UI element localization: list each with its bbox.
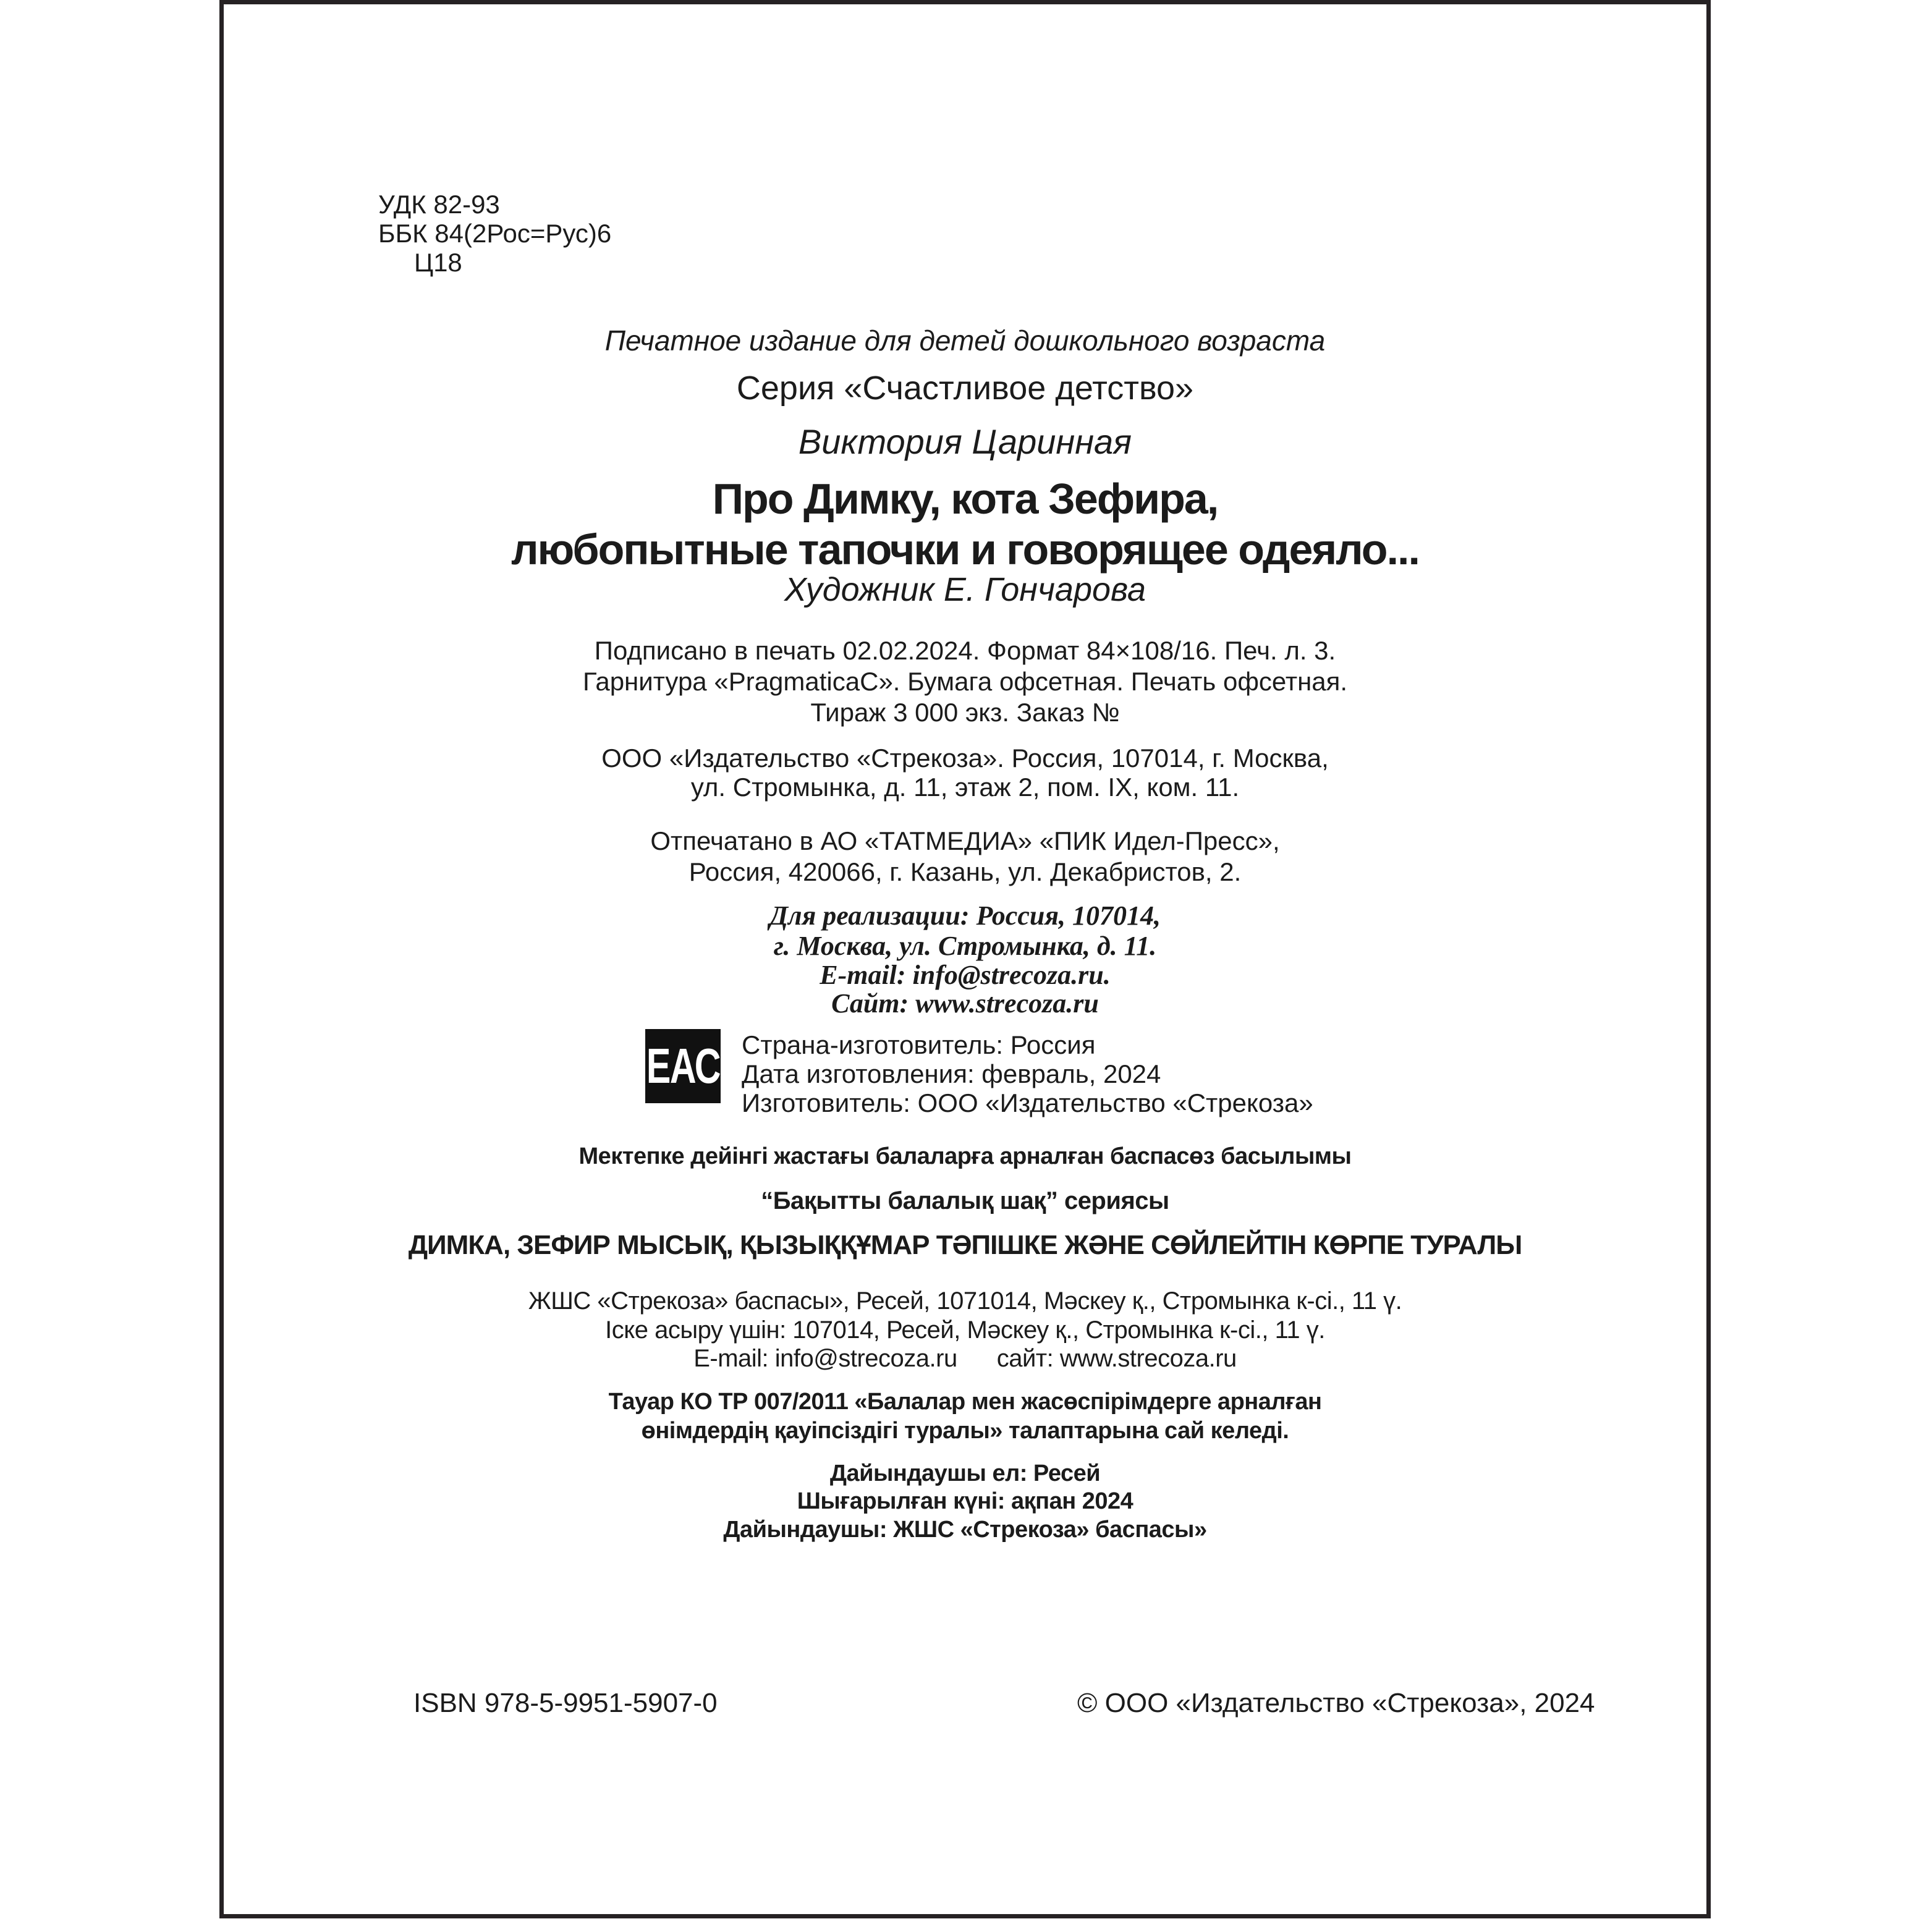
kz-contact-line xyxy=(224,1344,1706,1373)
distribution-email: E-mail: info@strecoza.ru. xyxy=(820,960,1111,990)
copyright-notice: © ООО «Издательство «Стрекоза», 2024 xyxy=(1077,1688,1595,1718)
eac-logo-letters: ЕАС xyxy=(646,1038,720,1093)
distribution-line1: Для реализации: Россия, 107014, xyxy=(769,900,1161,931)
print-info-line3: Тираж 3 000 экз. Заказ № xyxy=(810,698,1120,727)
kz-publisher-line1: ЖШС «Стрекоза» баспасы», Ресей, 1071014, Мәскеу қ., Стромынка к-сі., 11 ү. xyxy=(528,1287,1402,1315)
kz-audience-note: Мектепке дейінгі жастағы балаларға арналған баспасөз басылымы xyxy=(578,1143,1352,1169)
kz-email: E-mail: info@strecoza.ru xyxy=(693,1345,957,1372)
manufacturer-country: Страна-изготовитель: Россия xyxy=(742,1030,1096,1059)
kz-compliance-line1: Тауар КО ТР 007/2011 «Балалар мен жасөспірімдерге арналған xyxy=(608,1389,1322,1415)
kz-release-date: Шығарылған күні: ақпан 2024 xyxy=(797,1488,1133,1514)
kz-series-name: “Бақытты балалық шақ” сериясы xyxy=(761,1187,1169,1214)
kz-book-title: ДИМКА, ЗЕФИР МЫСЫҚ, ҚЫЗЫҚҚҰМАР ТӘПІШКЕ ЖӘНЕ СӨЙЛЕЙТІН КӨРПЕ ТУРАЛЫ xyxy=(408,1230,1522,1260)
imprint-page xyxy=(219,0,1711,1918)
publisher-address-line2: ул. Стромынка, д. 11, этаж 2, пом. IX, ком. 11. xyxy=(690,773,1240,802)
author-name: Виктория Царинная xyxy=(798,422,1132,461)
kz-site: сайт: www.strecoza.ru xyxy=(996,1345,1237,1372)
eac-certification-logo xyxy=(645,1029,721,1103)
distribution-site: Сайт: www.strecoza.ru xyxy=(831,988,1099,1019)
artist-credit: Художник Е. Гончарова xyxy=(784,571,1146,608)
printing-house-line2: Россия, 420066, г. Казань, ул. Декабристов, 2. xyxy=(688,857,1242,886)
print-info-line2: Гарнитура «PragmaticaC». Бумага офсетная. Печать офсетная. xyxy=(582,667,1348,696)
series-name: Серия «Счастливое детство» xyxy=(736,370,1194,407)
manufacturer-info-block xyxy=(742,1030,1313,1117)
bbk-code: ББК 84(2Рос=Рус)6 xyxy=(378,219,612,248)
manufacture-date: Дата изготовления: февраль, 2024 xyxy=(742,1059,1161,1088)
book-title-line1: Про Димку, кота Зефира, xyxy=(712,475,1218,523)
book-title-line2: любопытные тапочки и говорящее одеяло... xyxy=(511,525,1419,574)
author-sign-code: Ц18 xyxy=(414,248,462,277)
kz-maker-name: Дайындаушы: ЖШС «Стрекоза» баспасы» xyxy=(723,1517,1207,1543)
kz-publisher-line2: Іске асыру үшін: 107014, Ресей, Мәскеу қ., Стромынка к-сі., 11 ү. xyxy=(605,1316,1325,1344)
publisher-address-line1: ООО «Издательство «Стрекоза». Россия, 107014, г. Москва, xyxy=(601,744,1329,773)
audience-note: Печатное издание для детей дошкольного возраста xyxy=(604,324,1326,357)
isbn-number: ISBN 978-5-9951-5907-0 xyxy=(413,1688,718,1718)
distribution-line2: г. Москва, ул. Стромынка, д. 11. xyxy=(773,931,1157,961)
catalog-codes-block xyxy=(378,190,611,277)
manufacturer-name: Изготовитель: ООО «Издательство «Стрекоза» xyxy=(742,1088,1313,1117)
udk-code: УДК 82-93 xyxy=(378,190,500,219)
kz-maker-country: Дайындаушы ел: Ресей xyxy=(829,1460,1101,1486)
kz-compliance-line2: өнімдердің қауіпсіздігі туралы» талаптарына сай келеді. xyxy=(641,1418,1289,1444)
print-info-line1: Подписано в печать 02.02.2024. Формат 84×108/16. Печ. л. 3. xyxy=(594,636,1336,665)
printing-house-line1: Отпечатано в АО «ТАТМЕДИА» «ПИК Идел-Пресс», xyxy=(650,826,1280,855)
